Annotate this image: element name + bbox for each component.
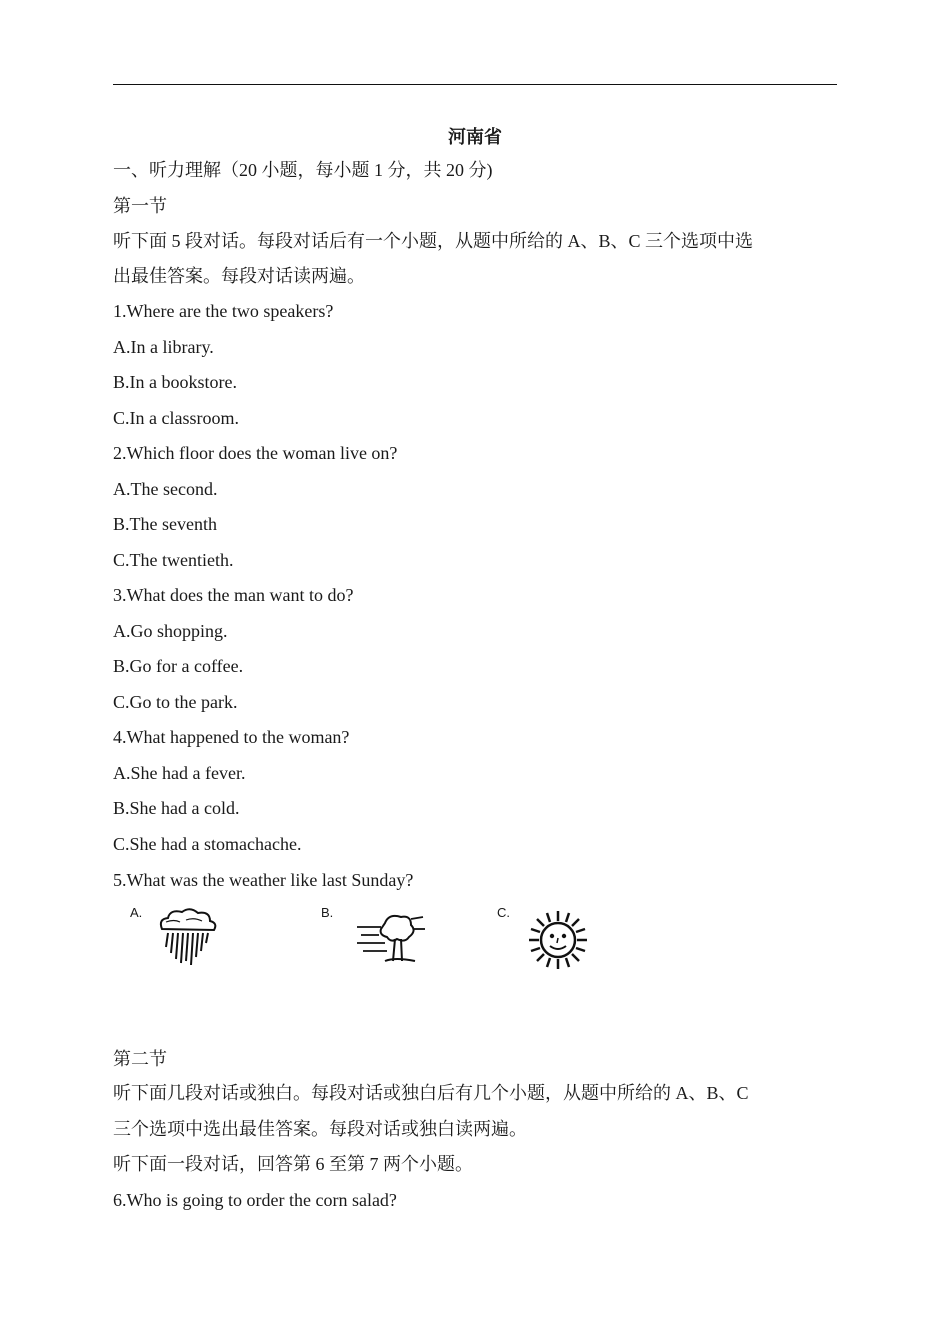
option-c[interactable]: C.She had a stomachache.	[113, 834, 302, 854]
part-heading: 第二节	[113, 1049, 167, 1069]
option-c[interactable]: C.Go to the park.	[113, 692, 238, 712]
option-b[interactable]: B.The seventh	[113, 514, 217, 534]
option-b[interactable]: B.In a bookstore.	[113, 372, 237, 392]
sun-icon	[527, 909, 589, 971]
picture-label-a: A.	[130, 905, 143, 920]
option-a[interactable]: A.Go shopping.	[113, 621, 228, 641]
option-a[interactable]: A.The second.	[113, 479, 218, 499]
picture-option-a[interactable]	[130, 905, 230, 971]
picture-option-c[interactable]	[497, 905, 597, 971]
picture-label-b: B.	[321, 905, 334, 920]
question-stem: 1.Where are the two speakers?	[113, 301, 334, 321]
option-b[interactable]: B.Go for a coffee.	[113, 656, 244, 676]
windy-tree-icon	[355, 909, 427, 967]
page-title: 河南省	[448, 127, 502, 147]
instruction-line: 听下面几段对话或独白。每段对话或独白后有几个小题，从题中所给的 A、B、C	[113, 1083, 749, 1103]
option-a[interactable]: A.In a library.	[113, 337, 214, 357]
question-stem: 3.What does the man want to do?	[113, 585, 354, 605]
option-c[interactable]: C.The twentieth.	[113, 550, 234, 570]
rain-cloud-icon	[154, 907, 224, 967]
question-stem: 5.What was the weather like last Sunday?	[113, 870, 414, 890]
option-a[interactable]: A.She had a fever.	[113, 763, 246, 783]
part-heading: 第一节	[113, 196, 167, 216]
option-b[interactable]: B.She had a cold.	[113, 798, 240, 818]
header-rule	[113, 84, 837, 85]
dialog-note: 听下面一段对话，回答第 6 至第 7 两个小题。	[113, 1154, 473, 1174]
section-heading: 一、听力理解（20 小题，每小题 1 分，共 20 分)	[113, 160, 493, 180]
question-stem: 4.What happened to the woman?	[113, 727, 350, 747]
instruction-line: 出最佳答案。每段对话读两遍。	[113, 266, 365, 286]
option-c[interactable]: C.In a classroom.	[113, 408, 239, 428]
question-stem: 6.Who is going to order the corn salad?	[113, 1190, 397, 1210]
instruction-line: 听下面 5 段对话。每段对话后有一个小题，从题中所给的 A、B、C 三个选项中选	[113, 231, 754, 251]
picture-label-c: C.	[497, 905, 510, 920]
picture-option-b[interactable]	[321, 905, 431, 971]
instruction-line: 三个选项中选出最佳答案。每段对话或独白读两遍。	[113, 1119, 527, 1139]
question-stem: 2.Which floor does the woman live on?	[113, 443, 398, 463]
